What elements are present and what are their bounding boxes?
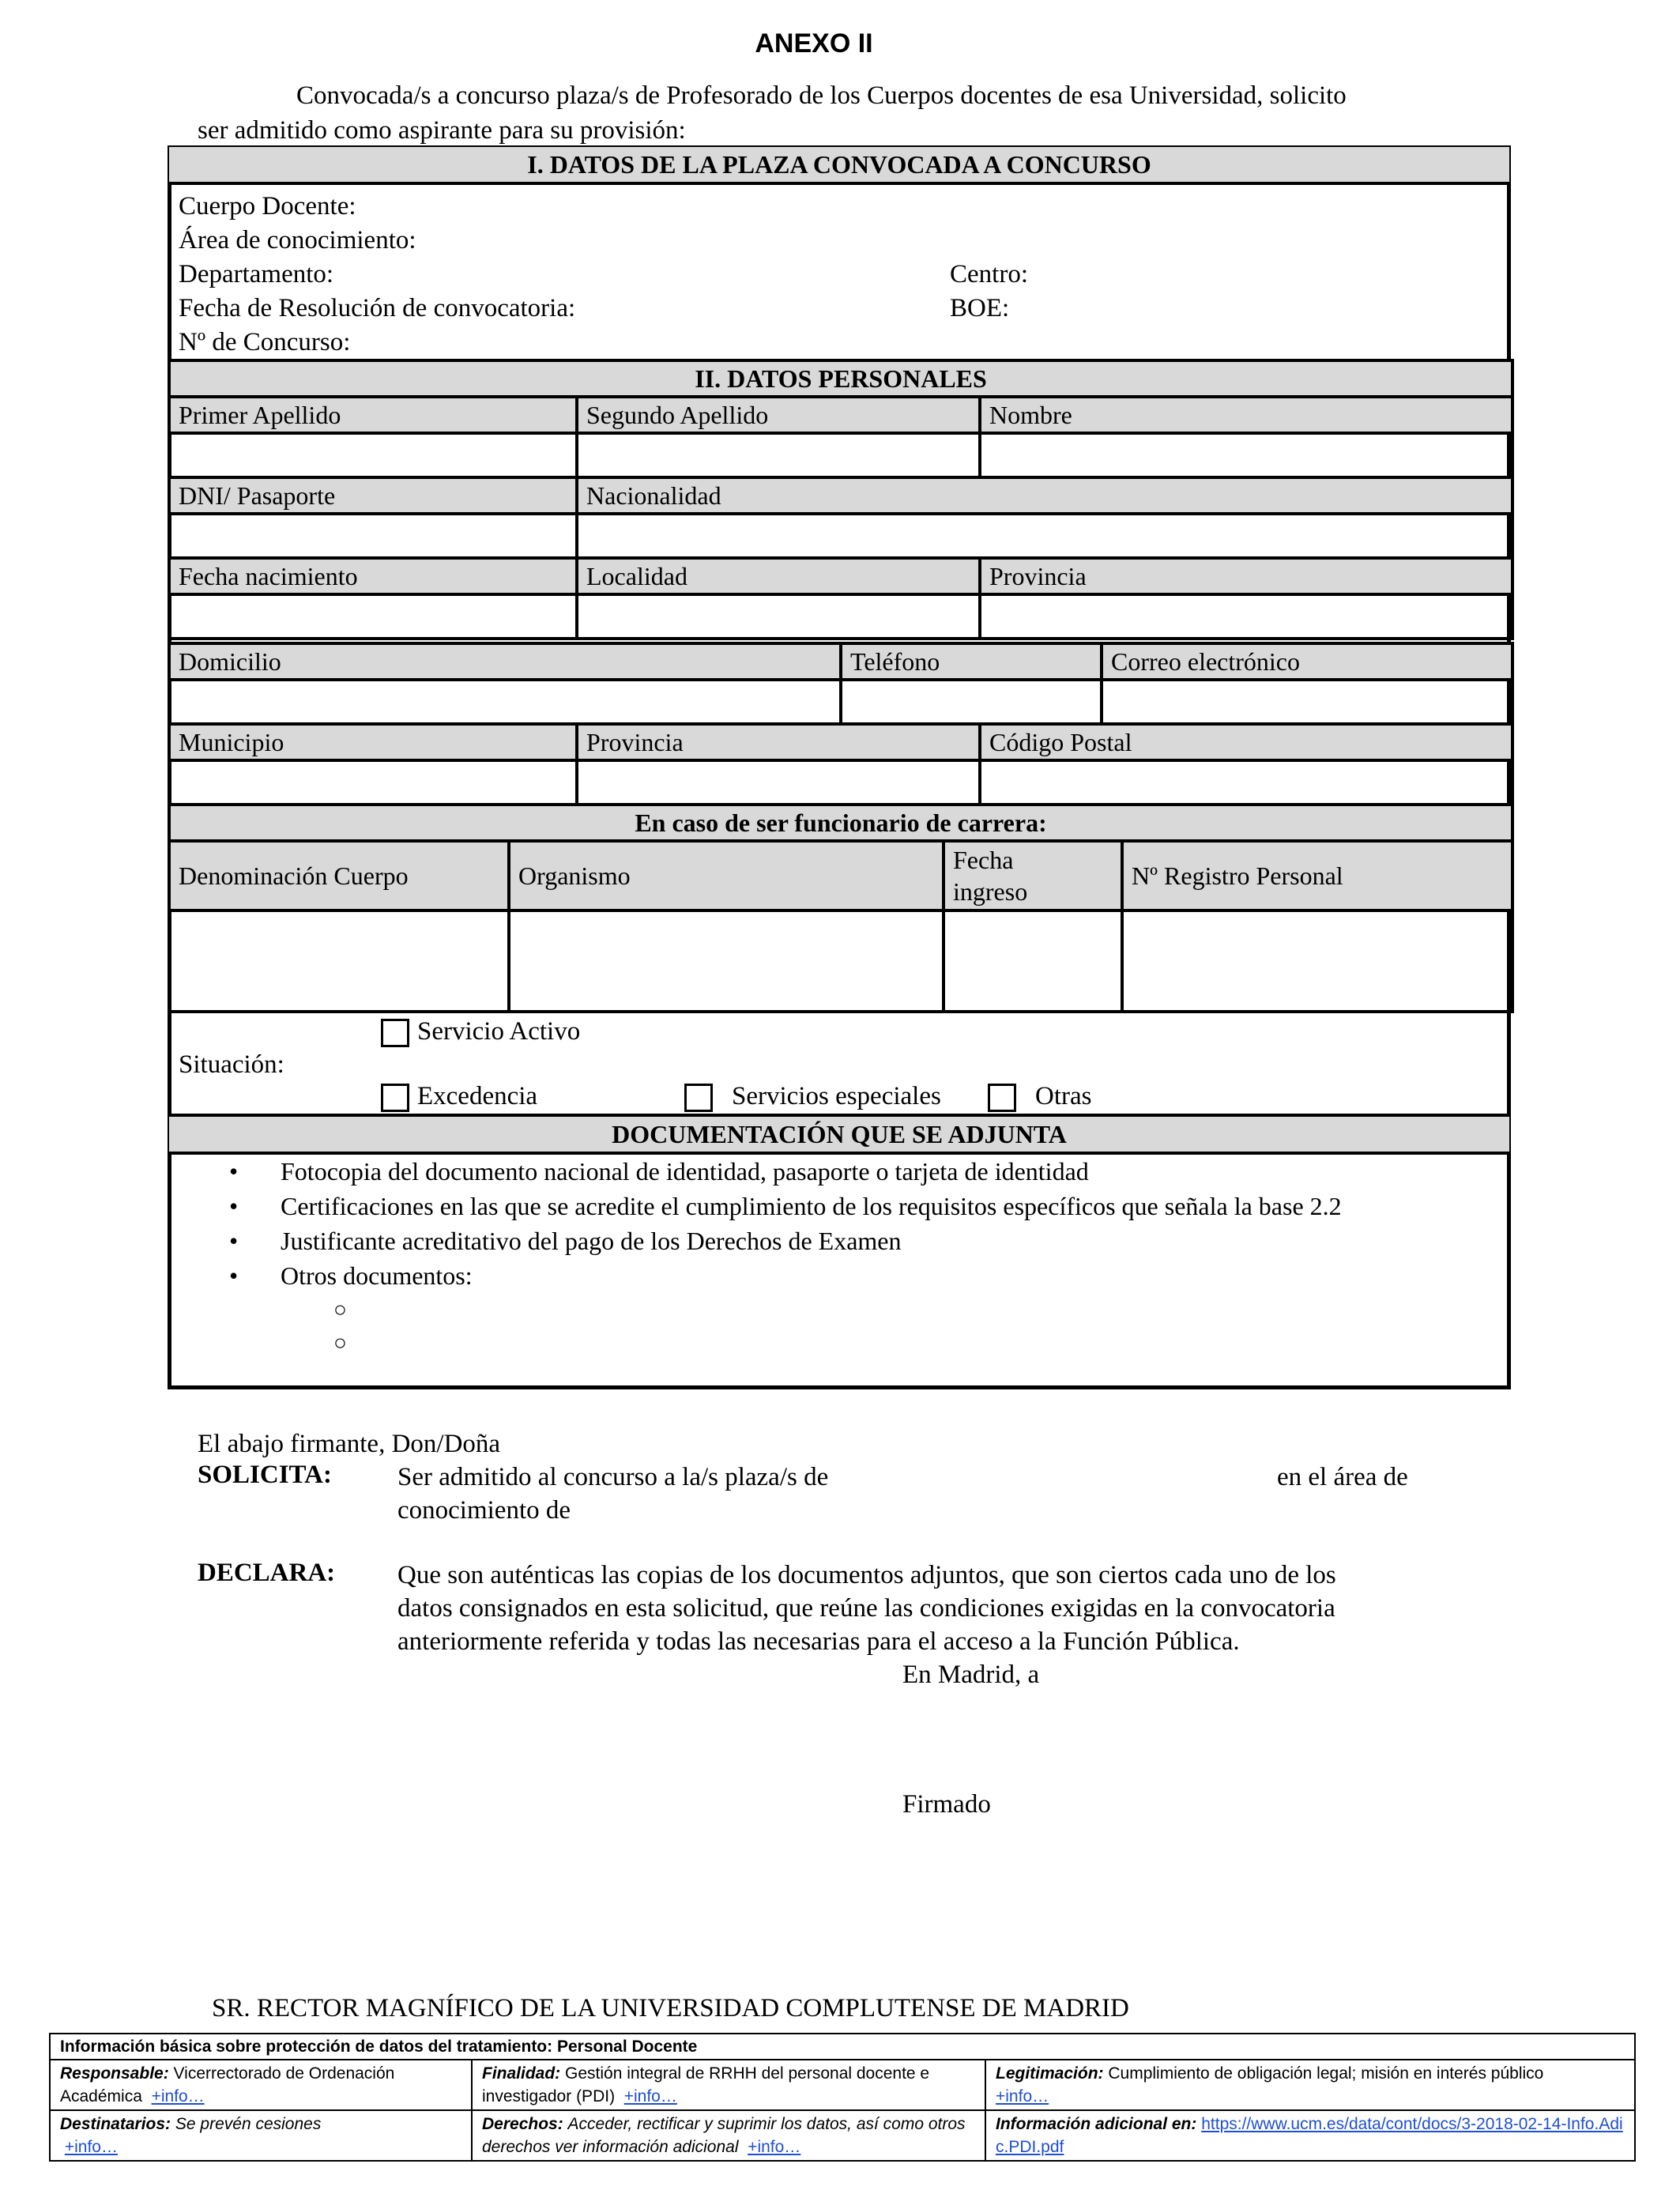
nacionalidad-label: Nacionalidad <box>577 477 1512 514</box>
provincia-field[interactable] <box>980 594 1512 639</box>
organismo-field[interactable] <box>509 910 944 1012</box>
section-2-title: II. DATOS PERSONALES <box>169 360 1512 397</box>
gdpr-responsable-text: Vicerrectorado de Ordenación Académica <box>60 2064 395 2105</box>
fecha-nacimiento-label: Fecha nacimiento <box>169 558 577 594</box>
doc-subbullet-2: ○ <box>333 1331 347 1355</box>
gdpr-legitimacion-text: Cumplimiento de obligación legal; misión en interés público <box>1108 2064 1544 2083</box>
primer-apellido-label: Primer Apellido <box>169 397 577 433</box>
primer-apellido-field[interactable] <box>169 433 577 477</box>
doc-bullet-4: • <box>229 1261 239 1290</box>
solicita-label: SOLICITA: <box>198 1461 332 1489</box>
municipio-label: Municipio <box>169 724 577 760</box>
excedencia-option[interactable] <box>381 1080 537 1113</box>
solicita-text-2: conocimiento de <box>397 1496 571 1525</box>
intro-line-1: Convocada/s a concurso plaza/s de Profesorado de los Cuerpos docentes de esa Universidad, solicito <box>296 81 1347 110</box>
doc-bullet-1: • <box>229 1157 239 1186</box>
municipio-field[interactable] <box>169 760 577 805</box>
gdpr-finalidad-label: Finalidad: <box>482 2064 561 2083</box>
doc-item-1: Fotocopia del documento nacional de identidad, pasaporte o tarjeta de identidad <box>281 1157 1089 1186</box>
localidad-field[interactable] <box>577 594 980 639</box>
domicilio-field[interactable] <box>169 680 841 724</box>
gdpr-info-adicional-label: Información adicional en: <box>996 2115 1197 2133</box>
otras-text: Otras <box>1035 1082 1092 1110</box>
excedencia-text: Excedencia <box>417 1082 538 1110</box>
doc-item-4: Otros documentos: <box>281 1261 473 1290</box>
excedencia-checkbox[interactable] <box>381 1084 409 1112</box>
area-conocimiento-label: Área de conocimiento: <box>179 226 416 254</box>
gdpr-info-adicional <box>985 2110 1635 2161</box>
fecha-resolucion-label: Fecha de Resolución de convocatoria: <box>179 294 576 322</box>
gdpr-legitimacion <box>985 2060 1635 2110</box>
personal-data-table <box>168 359 1514 640</box>
fecha-ingreso-field[interactable] <box>944 910 1122 1012</box>
doc-bullet-2: • <box>229 1192 239 1220</box>
domicilio-label: Domicilio <box>169 643 841 680</box>
solicita-text-1b: en el área de <box>1277 1463 1408 1491</box>
funcionario-title: En caso de ser funcionario de carrera: <box>169 805 1512 841</box>
gdpr-derechos-link[interactable]: +info… <box>748 2138 801 2156</box>
centro-label: Centro: <box>950 260 1028 288</box>
gdpr-derechos-text: Acceder, rectificar y suprimir los datos, así como otros derechos ver información adicional <box>482 2115 966 2156</box>
gdpr-legitimacion-label: Legitimación: <box>996 2064 1104 2083</box>
servicio-activo-checkbox[interactable] <box>381 1019 409 1047</box>
correo-field[interactable] <box>1102 680 1512 724</box>
servicios-especiales-checkbox[interactable] <box>684 1084 713 1112</box>
declara-line-2: datos consignados en esta solicitud, que reúne las condiciones exigidas en la convocatoria <box>397 1594 1335 1623</box>
gdpr-header: Información básica sobre protección de datos del tratamiento: Personal Docente <box>50 2034 1635 2060</box>
denominacion-cuerpo-field[interactable] <box>169 910 509 1012</box>
gdpr-destinatarios-label: Destinatarios: <box>60 2115 171 2133</box>
gdpr-finalidad <box>472 2060 985 2110</box>
servicio-activo-text: Servicio Activo <box>417 1017 581 1046</box>
documentacion-title: DOCUMENTACIÓN QUE SE ADJUNTA <box>169 1114 1509 1155</box>
gdpr-destinatarios <box>50 2110 472 2161</box>
gdpr-destinatarios-link[interactable]: +info… <box>64 2138 118 2156</box>
fecha-ingreso-line-2: ingreso <box>953 877 1028 906</box>
dni-field[interactable] <box>169 514 577 558</box>
provincia2-field[interactable] <box>577 760 980 805</box>
solicita-text-1: Ser admitido al concurso a la/s plaza/s de <box>397 1463 829 1491</box>
situacion-label: Situación: <box>179 1050 284 1079</box>
gdpr-destinatarios-text: Se prevén cesiones <box>175 2115 322 2133</box>
page-title: ANEXO II <box>755 28 873 58</box>
gdpr-info-adicional-link[interactable]: https://www.ucm.es/data/cont/docs/3-2018-02-14-Info.Adic.PDI.pdf <box>996 2115 1623 2156</box>
lugar-fecha: En Madrid, a <box>902 1661 1040 1689</box>
correo-label: Correo electrónico <box>1102 643 1512 680</box>
firmado-label: Firmado <box>902 1790 991 1819</box>
gdpr-legitimacion-link[interactable]: +info… <box>996 2087 1049 2105</box>
registro-personal-label: Nº Registro Personal <box>1122 841 1512 910</box>
departamento-label: Departamento: <box>179 260 334 288</box>
gdpr-responsable-label: Responsable: <box>60 2064 169 2083</box>
telefono-label: Teléfono <box>841 643 1102 680</box>
provincia-label: Provincia <box>980 558 1512 594</box>
municipio-table <box>168 722 1514 806</box>
gdpr-finalidad-text: Gestión integral de RRHH del personal docente e investigador (PDI) <box>482 2064 930 2105</box>
gdpr-derechos <box>472 2110 985 2161</box>
localidad-label: Localidad <box>577 558 980 594</box>
servicio-activo-option[interactable] <box>381 1015 580 1048</box>
registro-personal-field[interactable] <box>1122 910 1512 1012</box>
fecha-nacimiento-field[interactable] <box>169 594 577 639</box>
nacionalidad-field[interactable] <box>577 514 1512 558</box>
doc-subbullet-1: ○ <box>333 1298 347 1322</box>
declara-line-3: anteriormente referida y todas las necesarias para el acceso a la Función Pública. <box>397 1627 1240 1656</box>
gdpr-responsable-link[interactable]: +info… <box>151 2087 205 2105</box>
funcionario-table <box>168 803 1514 1013</box>
gdpr-finalidad-link[interactable]: +info… <box>623 2087 677 2105</box>
servicios-especiales-text: Servicios especiales <box>732 1082 941 1110</box>
declara-label: DECLARA: <box>198 1559 336 1587</box>
boe-label: BOE: <box>950 294 1010 322</box>
address-table <box>168 642 1514 726</box>
segundo-apellido-label: Segundo Apellido <box>577 397 980 433</box>
servicios-especiales-option[interactable] <box>684 1080 941 1113</box>
dni-label: DNI/ Pasaporte <box>169 477 577 514</box>
telefono-field[interactable] <box>841 680 1102 724</box>
codigo-postal-label: Código Postal <box>980 724 1512 760</box>
fecha-ingreso-label <box>944 841 1122 910</box>
intro-line-2: ser admitido como aspirante para su provisión: <box>198 116 686 145</box>
data-protection-table <box>49 2033 1636 2162</box>
otras-option[interactable] <box>988 1080 1091 1113</box>
doc-bullet-3: • <box>229 1227 239 1255</box>
codigo-postal-field[interactable] <box>980 760 1512 805</box>
provincia2-label: Provincia <box>577 724 980 760</box>
nombre-label: Nombre <box>980 397 1512 433</box>
nombre-field[interactable] <box>980 433 1512 477</box>
denominacion-cuerpo-label: Denominación Cuerpo <box>169 841 509 910</box>
fecha-ingreso-line-1: Fecha <box>953 846 1014 874</box>
cuerpo-docente-label: Cuerpo Docente: <box>179 192 356 221</box>
section-1-title: I. DATOS DE LA PLAZA CONVOCADA A CONCURSO <box>169 147 1509 185</box>
organismo-label: Organismo <box>509 841 944 910</box>
destinatario: SR. RECTOR MAGNÍFICO DE LA UNIVERSIDAD COMPLUTENSE DE MADRID <box>212 1994 1129 2022</box>
declara-line-1: Que son auténticas las copias de los documentos adjuntos, que son ciertos cada uno de los <box>397 1561 1336 1589</box>
numero-concurso-label: Nº de Concurso: <box>179 328 351 356</box>
doc-item-3: Justificante acreditativo del pago de los Derechos de Examen <box>281 1227 902 1255</box>
doc-item-2: Certificaciones en las que se acredite el cumplimiento de los requisitos específicos que señala la base 2.2 <box>281 1192 1342 1220</box>
gdpr-responsable <box>50 2060 472 2110</box>
gdpr-derechos-label: Derechos: <box>482 2115 563 2133</box>
segundo-apellido-field[interactable] <box>577 433 980 477</box>
firmante-text: El abajo firmante, Don/Doña <box>198 1430 501 1458</box>
otras-checkbox[interactable] <box>988 1084 1016 1112</box>
